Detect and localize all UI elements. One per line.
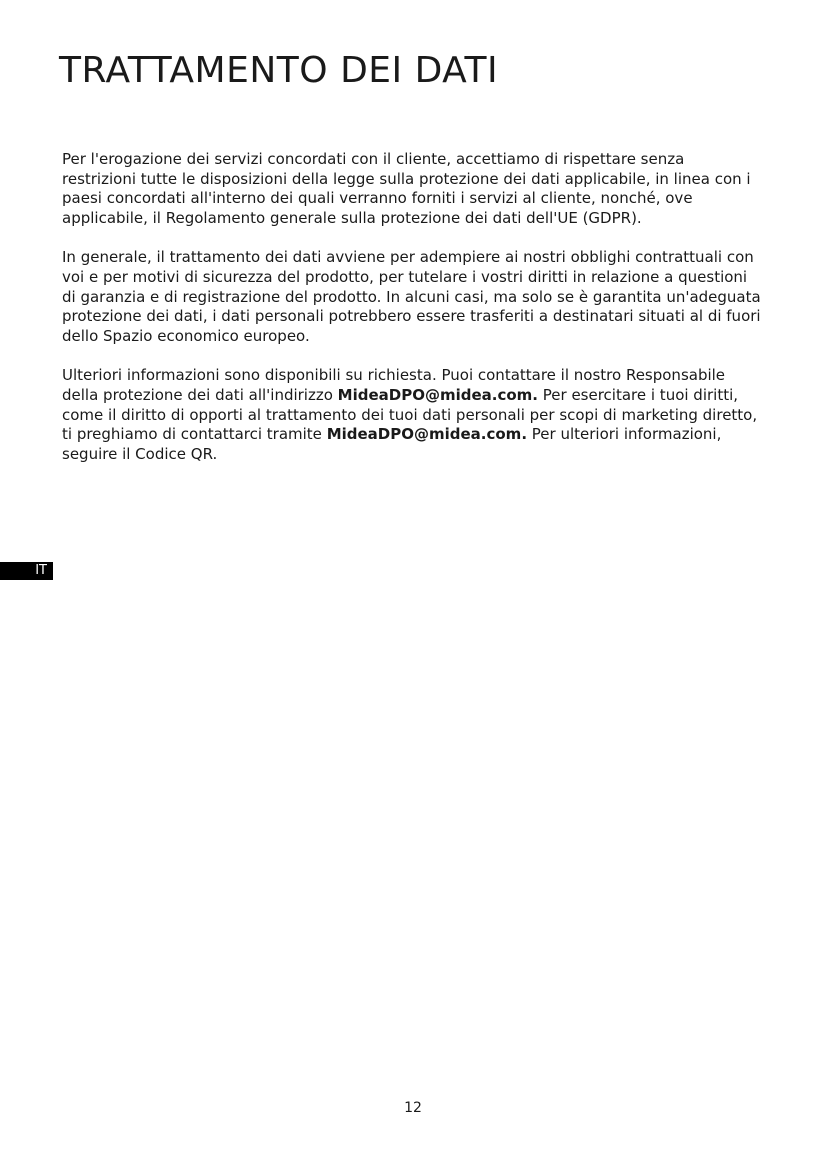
page-number: 12 xyxy=(404,1100,422,1116)
body-text xyxy=(62,150,762,484)
paragraph-3-part-3: Per ulteriori informazioni, seguire il Codice QR. xyxy=(62,425,722,463)
paragraph-3 xyxy=(62,366,762,464)
dpo-email-link[interactable]: MideaDPO@midea.com. xyxy=(337,385,538,404)
paragraph-2: In generale, il trattamento dei dati avviene per adempiere ai nostri obblighi contrattuali con voi e per motivi di sicurezza del prodotto, per tutelare i vostri diritti in relazione a questioni di garanzia e di registrazione del prodotto. In alcuni casi, ma solo se è garantita un'adeguata protezione dei dati, i dati personali potrebbero essere trasferiti a destinatari situati al di fuori dello Spazio economico europeo. xyxy=(62,248,761,345)
paragraph-3-part-2: Per esercitare i tuoi diritti, come il diritto di opporti al trattamento dei tuoi dati personali per scopi di marketing diretto, ti preghiamo di contattarci tramite xyxy=(62,385,758,444)
paragraph-1: Per l'erogazione dei servizi concordati con il cliente, accettiamo di rispettare senza restrizioni tutte le disposizioni della legge sulla protezione dei dati applicabile, in linea con i paesi concordati all'interno dei quali verranno forniti i servizi al cliente, nonché, ove applicabile, il Regolamento generale sulla protezione dei dati dell'UE (GDPR). xyxy=(62,150,751,227)
language-tab: IT xyxy=(0,562,53,580)
page-title: TRATTAMENTO DEI DATI xyxy=(59,50,499,91)
dpo-email-link-2[interactable]: MideaDPO@midea.com. xyxy=(326,425,528,444)
paragraph-3-part-1: Ulteriori informazioni sono disponibili su richiesta. Puoi contattare il nostro Responsabile della protezione dei dati all'indirizzo xyxy=(62,366,726,404)
